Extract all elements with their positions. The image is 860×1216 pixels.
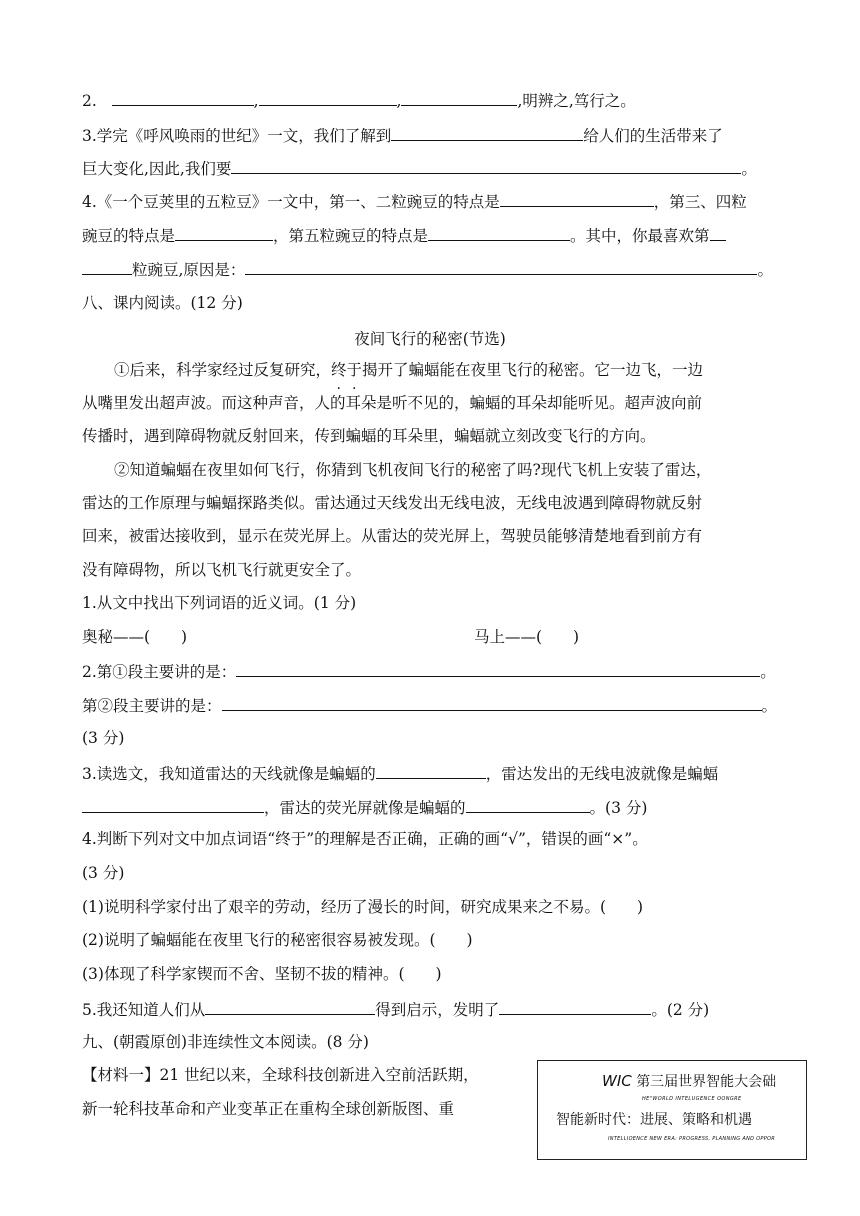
conference-theme-en: INTELLIOENCE NEW ERA: PROGRESS, PLANNING AND OPPOR [608, 1136, 776, 1142]
conference-title-en: HE"WORLD INTELUGENCE OONGRE [642, 1096, 742, 1102]
passage-p2-line3: 回来，被雷达接收到，显示在荧光屏上。从雷达的荧光屏上，驾驶员能够清楚地看到前方有 [82, 527, 703, 545]
q8-sub3-line1: 3.读选文，我知道雷达的天线就像是蝙蝠的 ，雷达发出的无线电波就像是蝙蝠 [82, 761, 782, 785]
blank[interactable] [499, 997, 651, 1015]
dotted-char: 于 [346, 361, 363, 379]
blank[interactable] [259, 88, 397, 106]
conference-theme: 智能新时代：进展、策略和机遇 [556, 1112, 752, 1128]
blank[interactable] [82, 795, 264, 813]
q9-heading: 九、(朝霞原创)非连续性文本阅读。(8 分) [82, 1033, 369, 1051]
passage-p2-line1: ②知道蝙蝠在夜里如何飞行，你猜到飞机夜间飞行的秘密了吗?现代飞机上安装了雷达， [114, 461, 712, 479]
q9-material1-line1: 【材料一】21 世纪以来，全球科技创新进入空前活跃期， [82, 1066, 479, 1084]
q9-material1-line2: 新一轮科技革命和产业变革正在重构全球创新版图、重 [82, 1100, 455, 1118]
q8-sub4-option2: (2)说明了蝙蝠能在夜里飞行的秘密很容易被发现。( ) [82, 931, 473, 949]
blank[interactable] [466, 795, 590, 813]
q8-sub2-line2: 第②段主要讲的是： 。 [82, 693, 782, 717]
q8-sub4-option1: (1)说明科学家付出了艰辛的劳动，经历了漫长的时间，研究成果来之不易。( ) [82, 898, 644, 916]
passage-p2-line2: 雷达的工作原理与蝙蝠探路类似。雷达通过天线发出无线电波，无线电波遇到障碍物就反射 [82, 494, 703, 512]
q7-item3-line1: 3.学完《呼风唤雨的世纪》一文，我们了解到 给人们的生活带来了 [82, 123, 782, 147]
q8-sub1-words: 奥秘——( ) 马上——( ) [82, 628, 580, 646]
blank[interactable] [710, 223, 726, 241]
blank[interactable] [231, 156, 741, 174]
conference-title: WIC 第三届世界智能大会础 [602, 1072, 777, 1090]
blank[interactable] [222, 693, 762, 711]
q7-item3-line2: 巨大变化,因此,我们要 。 [82, 156, 782, 180]
q7-item4-line2: 豌豆的特点是 ，第五粒豌豆的特点是 。其中，你最喜欢第 [82, 223, 782, 247]
q8-sub4-option3: (3)体现了科学家锲而不舍、坚韧不拔的精神。( ) [82, 965, 442, 983]
blank[interactable] [82, 257, 132, 275]
passage-p1-line2: 从嘴里发出超声波。而这种声音，人的耳朵是听不见的，蝙蝠的耳朵却能听见。超声波向前 [82, 394, 703, 412]
q8-sub4: 4.判断下列对文中加点词语“终于”的理解是否正确，正确的画“√”，错误的画“×”。 [82, 830, 648, 848]
q8-sub2-line1: 2.第①段主要讲的是： 。 [82, 659, 782, 683]
conference-image [537, 1060, 807, 1160]
q8-sub1: 1.从文中找出下列词语的近义词。(1 分) [82, 594, 357, 612]
blank[interactable] [205, 997, 375, 1015]
wic-logo: WIC [602, 1072, 632, 1090]
blank[interactable] [391, 123, 583, 141]
q8-heading: 八、课内阅读。(12 分) [82, 294, 243, 312]
blank[interactable] [236, 659, 760, 677]
q7-item4-line1: 4.《一个豆荚里的五粒豆》一文中，第一、二粒豌豆的特点是 ，第三、四粒 [82, 189, 782, 213]
passage-p1-line3: 传播时，遇到障碍物就反射回来，传到蝙蝠的耳朵里，蝙蝠就立刻改变飞行的方向。 [82, 427, 656, 445]
dotted-char: 终 [331, 361, 347, 379]
q8-sub5: 5.我还知道人们从 得到启示，发明了 。(2 分) [82, 997, 782, 1021]
blank[interactable] [245, 257, 757, 275]
q8-sub2-score: (3 分) [82, 729, 125, 747]
blank[interactable] [428, 223, 570, 241]
blank[interactable] [175, 223, 273, 241]
passage-p2-line4: 没有障碍物，所以飞机飞行就更安全了。 [82, 561, 362, 579]
blank[interactable] [112, 88, 254, 106]
passage-title: 夜间飞行的秘密(节选) [354, 330, 506, 348]
q7-item4-line3: 粒豌豆,原因是： 。 [82, 257, 782, 281]
q8-sub3-line2: ，雷达的荧光屏就像是蝙蝠的 。(3 分) [82, 795, 782, 819]
q8-sub4-score: (3 分) [82, 864, 125, 882]
blank[interactable] [500, 189, 654, 207]
q7-item2: 2. , , ,明辨之,笃行之。 [82, 88, 782, 112]
blank[interactable] [401, 88, 517, 106]
passage-p1-line1: ①后来，科学家经过反复研究，终于揭开了蝙蝠能在夜里飞行的秘密。它一边飞，一边 [114, 361, 704, 379]
blank[interactable] [376, 761, 486, 779]
